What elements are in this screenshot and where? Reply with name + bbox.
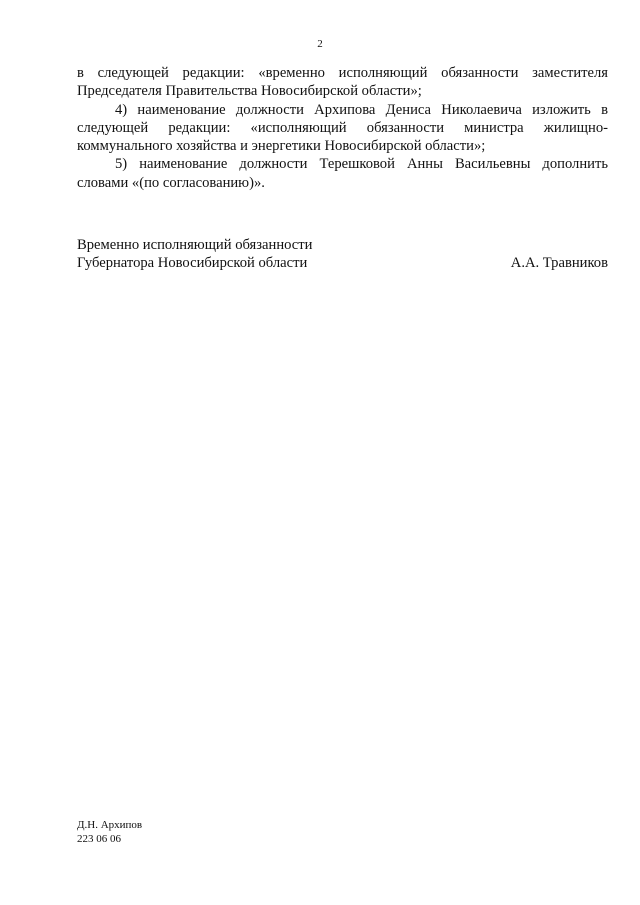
signature-title-line-1 <box>77 236 608 254</box>
executor-name: Д.Н. Архипов <box>77 819 143 831</box>
paragraph-continuation: в следующей редакции: «временно исполняющий обязанности заместителя Председателя Правительства Новосибирской области»; <box>77 65 608 100</box>
signature-title-line-2 <box>77 254 608 272</box>
page-number: 2 <box>317 38 323 50</box>
paragraph-item-5: 5) наименование должности Терешковой Анны Васильевны дополнить словами «(по согласованию)». <box>77 156 608 191</box>
executor-phone: 223 06 06 <box>77 833 121 845</box>
signatory-name: А.А. Травников <box>510 255 608 272</box>
executor-block <box>77 818 142 846</box>
signature-title-text-1: Временно исполняющий обязанности <box>77 237 313 253</box>
document-body <box>77 64 608 192</box>
paragraph-item-4: 4) наименование должности Архипова Дениса Николаевича изложить в следующей редакции: «исполняющий обязанности министра жилищно-коммунального хозяйства и энергетики Новосибирской области»; <box>77 101 608 155</box>
signature-block <box>77 236 608 273</box>
signature-title-text-2: Губернатора Новосибирской области <box>77 255 308 272</box>
